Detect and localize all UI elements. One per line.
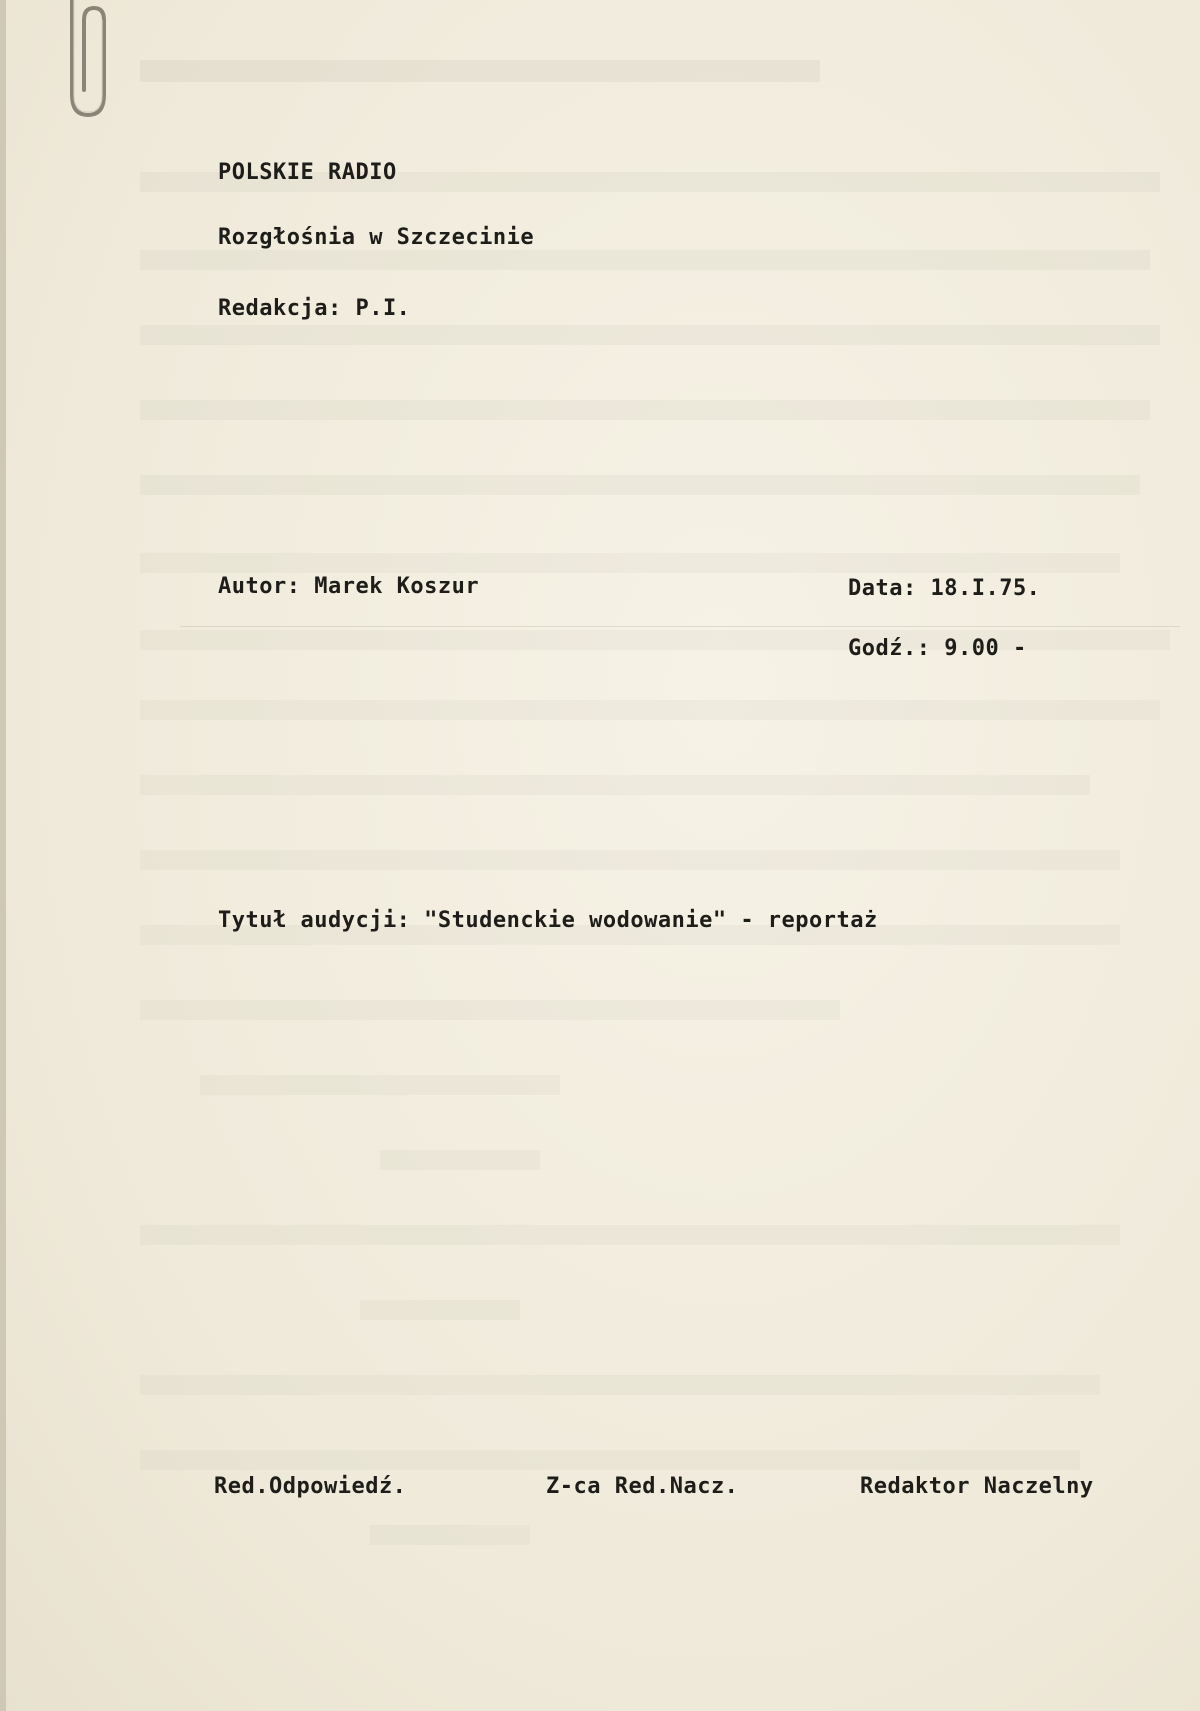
bleed-through-texture (140, 700, 1160, 720)
signature-responsible: Red.Odpowiedź. (214, 1474, 407, 1499)
bleed-through-texture (380, 1150, 540, 1170)
bleed-through-texture (140, 775, 1090, 795)
bleed-through-texture (140, 1225, 1120, 1245)
bleed-through-texture (140, 1450, 1080, 1470)
signature-deputy: Z-ca Red.Nacz. (546, 1474, 739, 1499)
date-line: Data: 18.I.75. (848, 576, 1041, 601)
paperclip-icon (50, 0, 110, 125)
bleed-through-texture (140, 1375, 1100, 1395)
header-org: POLSKIE RADIO (218, 160, 397, 185)
bleed-through-texture (140, 850, 1120, 870)
bleed-through-texture (360, 1300, 520, 1320)
time-line: Godź.: 9.00 - (848, 636, 1027, 661)
author-line: Autor: Marek Koszur (218, 574, 480, 599)
bleed-through-texture (140, 400, 1150, 420)
bleed-through-texture (140, 553, 1120, 573)
bleed-through-texture (140, 1000, 840, 1020)
signature-chief: Redaktor Naczelny (860, 1474, 1094, 1499)
bleed-through-texture (370, 1525, 530, 1545)
header-station: Rozgłośnia w Szczecinie (218, 225, 535, 250)
bleed-through-texture (140, 325, 1160, 345)
program-title: Tytuł audycji: "Studenckie wodowanie" - reportaż (218, 908, 878, 933)
page-edge (0, 0, 6, 1711)
bleed-through-texture (140, 475, 1140, 495)
bleed-through-texture (140, 250, 1150, 270)
fold-line (180, 626, 1180, 627)
header-editorial: Redakcja: P.I. (218, 296, 411, 321)
bleed-through-texture (200, 1075, 560, 1095)
bleed-through-texture (140, 60, 820, 82)
